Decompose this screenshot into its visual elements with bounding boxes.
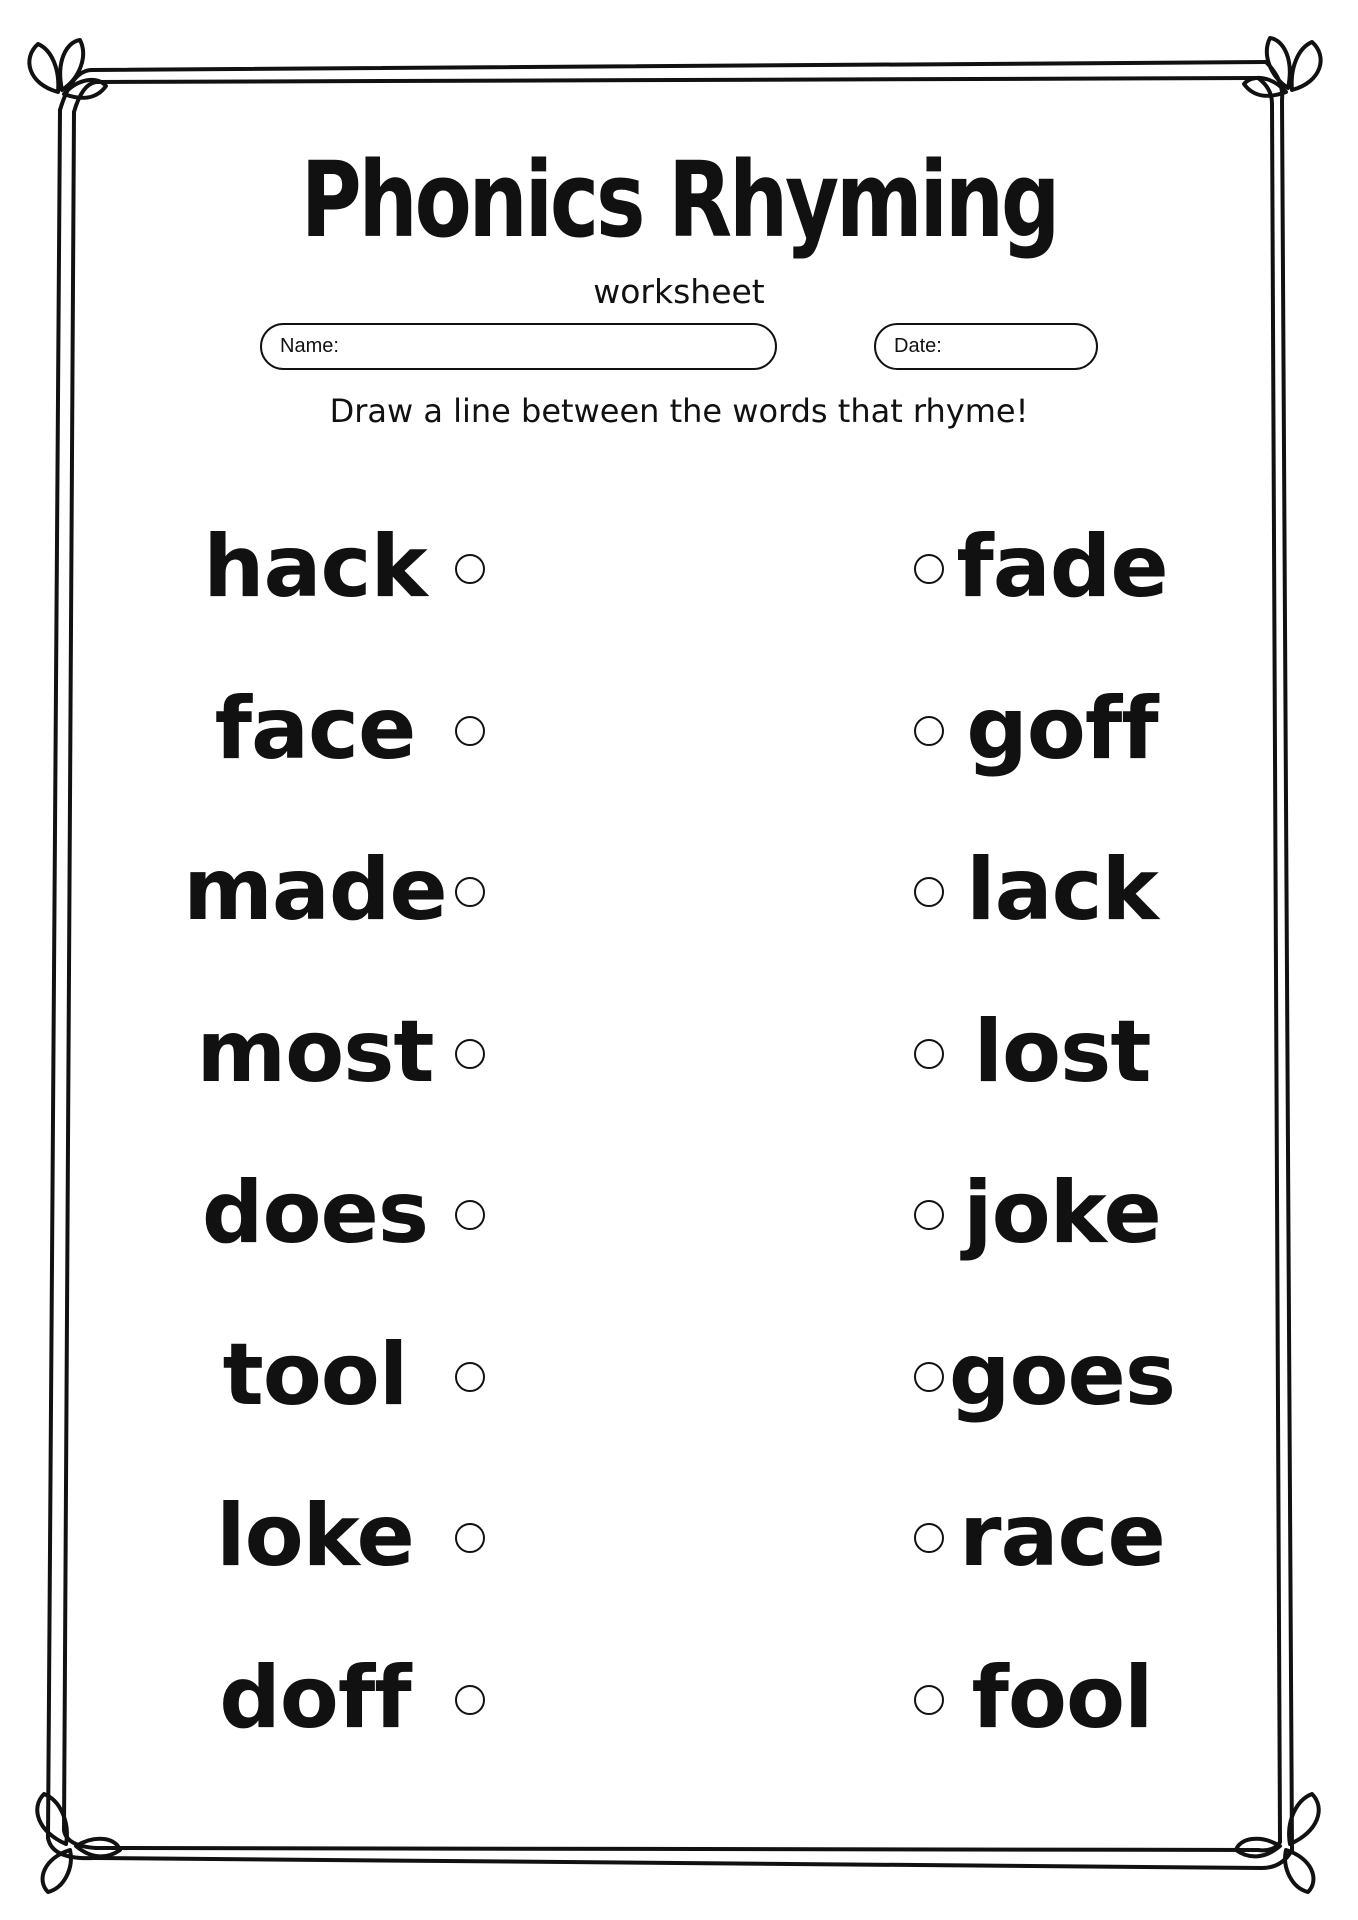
right-word: lost — [973, 1001, 1151, 1102]
left-connector-dot[interactable] — [455, 1523, 485, 1553]
left-word: hack — [203, 517, 427, 617]
date-label: Date: — [894, 335, 942, 357]
left-word: tool — [222, 1324, 408, 1425]
left-connector-dot[interactable] — [455, 1200, 485, 1230]
instruction-text: Draw a line between the words that rhyme! — [329, 392, 1029, 430]
page-subtitle: worksheet — [593, 272, 765, 311]
right-word: goes — [948, 1324, 1176, 1425]
left-word: loke — [216, 1486, 414, 1586]
leaf-ornament-top-right — [1244, 38, 1321, 96]
left-connector-dot[interactable] — [455, 877, 485, 907]
left-word: made — [183, 840, 447, 940]
left-connector-dot[interactable] — [455, 1039, 485, 1069]
right-word: fool — [971, 1647, 1153, 1748]
page-title: Phonics Rhyming — [300, 139, 1058, 261]
left-connector-dot[interactable] — [455, 1362, 485, 1392]
left-word: does — [201, 1163, 429, 1263]
right-word: fade — [956, 517, 1168, 617]
left-word: face — [214, 678, 416, 779]
left-connector-dot[interactable] — [455, 716, 485, 746]
left-word: doff — [219, 1647, 411, 1748]
name-label: Name: — [280, 335, 339, 357]
leaf-ornament-bottom-right — [1236, 1794, 1319, 1892]
right-word: lack — [966, 840, 1158, 940]
date-field[interactable] — [874, 323, 1098, 370]
left-connector-dot[interactable] — [455, 554, 485, 584]
right-word: joke — [963, 1163, 1161, 1263]
right-word: race — [959, 1486, 1165, 1586]
left-word: most — [196, 1001, 434, 1102]
right-word: goff — [966, 678, 1158, 779]
name-field[interactable] — [260, 323, 777, 370]
left-connector-dot[interactable] — [455, 1685, 485, 1715]
